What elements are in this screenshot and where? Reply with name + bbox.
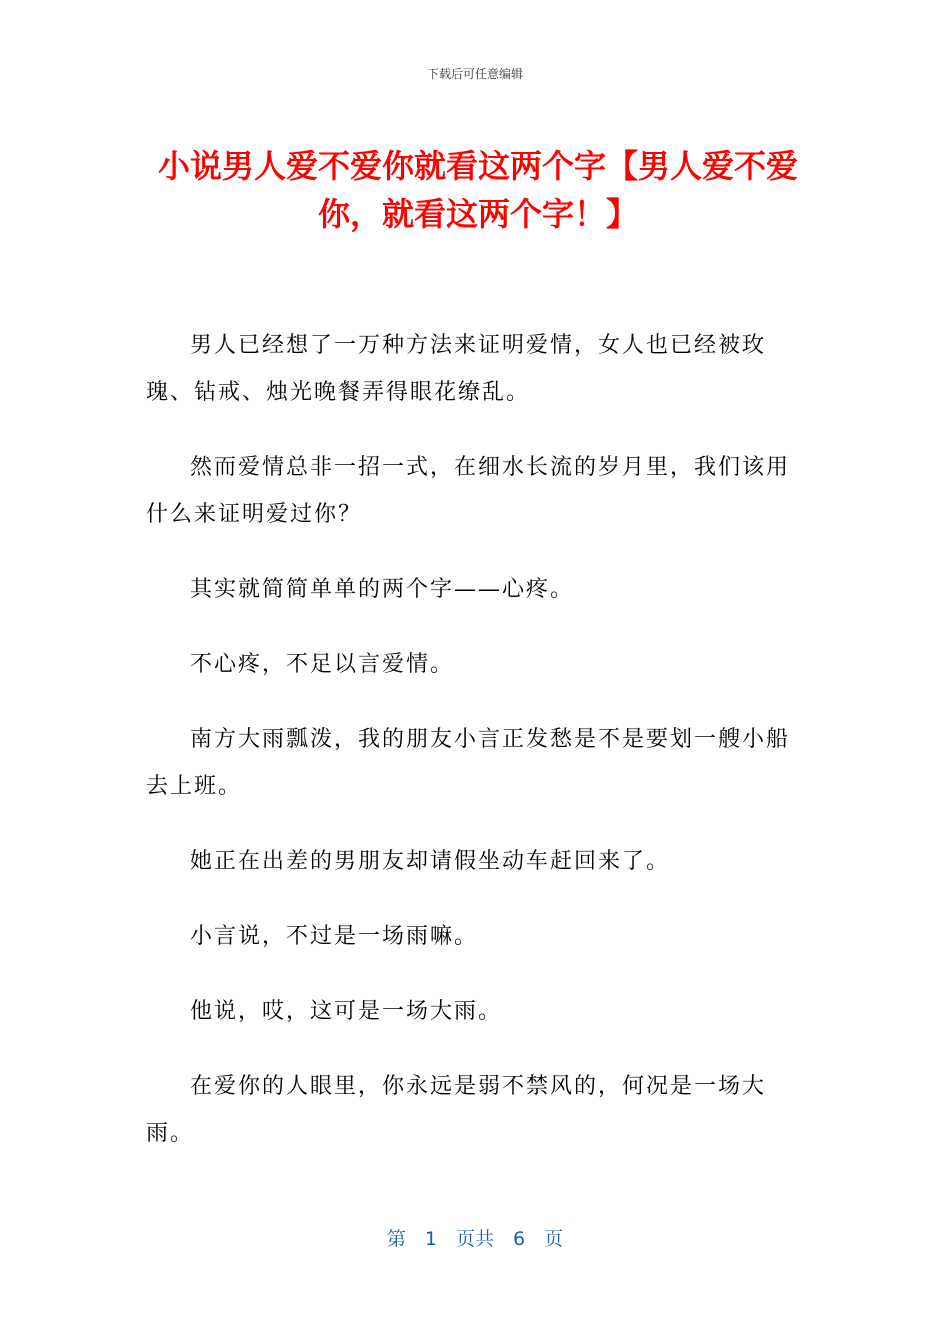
paragraph: 她正在出差的男朋友却请假坐动车赶回来了。 [190,849,671,874]
paragraph: 不心疼，不足以言爱情。 [190,652,455,677]
paragraph: 然而爱情总非一招一式，在细水长流的岁月里，我们该用什么来证明爱过你？ [146,455,791,527]
paragraph: 南方大雨瓢泼，我的朋友小言正发愁是不是要划一艘小船去上班。 [146,727,791,799]
page-number-footer: 第 1 页共 6 页 [386,1228,564,1250]
document-body [146,322,812,1185]
paragraph: 他说，哎，这可是一场大雨。 [190,999,503,1024]
paragraph: 在爱你的人眼里，你永远是弱不禁风的，何况是一场大雨。 [146,1074,767,1146]
page-header-note: 下载后可任意编辑 [426,67,523,81]
paragraph: 其实就简简单单的两个字——心疼。 [190,577,575,602]
paragraph: 男人已经想了一万种方法来证明爱情，女人也已经被玫瑰、钻戒、烛光晚餐弄得眼花缭乱。 [146,333,767,405]
paragraph: 小言说，不过是一场雨嘛。 [190,924,479,949]
document-title: 小说男人爱不爱你就看这两个字【男人爱不爱你，就看这两个字！】 [157,147,798,233]
